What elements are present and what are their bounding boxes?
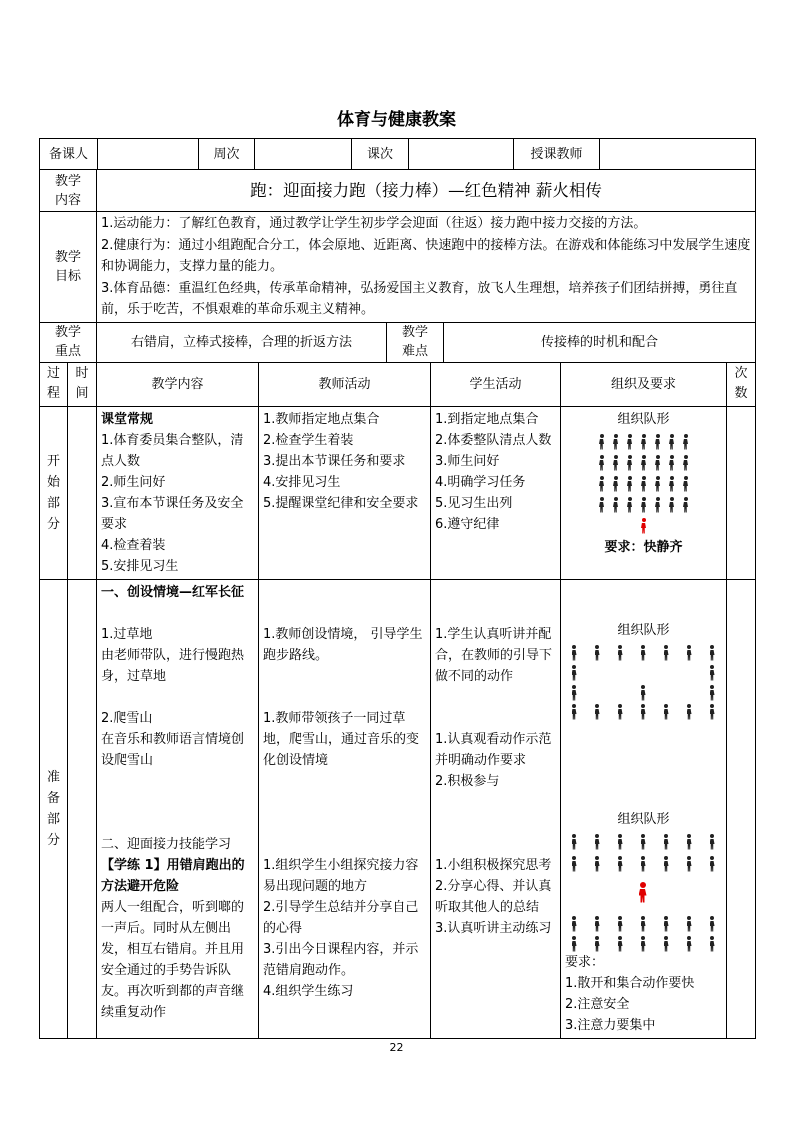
student-icon	[612, 497, 619, 514]
prep-phase-label: 准 备 部 分	[40, 579, 68, 1038]
req-label: 要求：	[565, 954, 605, 970]
student-icon	[617, 916, 624, 933]
prep-teacher: 1.教师创设情境， 引导学生跑步路线。 1.教师带领孩子一同过草地，爬雪山，通过音乐的变化创设情境 1.组织学生小组探究接力容易出现问题的地方 2.引导学生总结并分享自己的心得 3.引出今日课程内容，并示范错肩跑动作。 4.组织学生练习	[259, 579, 431, 1038]
student-icon	[686, 704, 693, 721]
start-section-row	[40, 406, 756, 579]
student-icon	[709, 645, 716, 662]
student-icon	[612, 434, 619, 451]
student-icon	[626, 455, 633, 472]
student-icon	[617, 834, 624, 851]
page-title: 体育与健康教案	[337, 110, 456, 130]
start-count	[727, 406, 756, 579]
student-icon	[640, 434, 647, 451]
student-icon	[571, 685, 578, 702]
student-icon	[668, 434, 675, 451]
student-icon	[571, 834, 578, 851]
prep-section-row	[40, 579, 756, 1038]
key-points-label: 教学 重点	[40, 322, 97, 362]
prep-time	[68, 579, 97, 1038]
header-row	[40, 139, 756, 170]
student-icon	[663, 645, 670, 662]
preparer-value	[98, 139, 199, 169]
org-title: 组织队形	[617, 411, 670, 427]
student-icon	[640, 455, 647, 472]
student-icon	[626, 497, 633, 514]
student-icon	[654, 497, 661, 514]
two-lines-formation-diagram	[571, 834, 717, 952]
student-icon	[598, 497, 605, 514]
student-icon	[709, 916, 716, 933]
teacher-label: 授课教师	[514, 139, 600, 169]
student-icon	[663, 704, 670, 721]
teacher-icon	[638, 882, 648, 904]
practice-title: 【学练 1】用错肩跑出的方法避开危险	[101, 857, 245, 894]
student-icon	[571, 665, 578, 682]
col-count: 次 数	[727, 362, 756, 406]
col-org: 组织及要求	[561, 362, 727, 406]
student-icon	[709, 685, 716, 702]
skill-title: 二、迎面接力技能学习	[101, 836, 232, 852]
teacher-icon	[640, 518, 647, 535]
student-icon	[640, 916, 647, 933]
goals-label: 教学 目标	[40, 212, 97, 323]
col-process: 过 程	[40, 362, 68, 406]
student-icon	[571, 704, 578, 721]
student-icon	[709, 856, 716, 873]
student-icon	[668, 497, 675, 514]
student-icon	[571, 936, 578, 953]
student-icon	[594, 834, 601, 851]
preparer-label: 备课人	[40, 139, 98, 169]
student-icon	[709, 704, 716, 721]
student-icon	[617, 936, 624, 953]
student-icon	[626, 476, 633, 493]
student-icon	[598, 455, 605, 472]
student-icon	[668, 455, 675, 472]
org-requirement: 要求：快静齐	[604, 539, 683, 555]
student-icon	[682, 434, 689, 451]
student-icon	[612, 455, 619, 472]
student-icon	[571, 856, 578, 873]
student-icon	[594, 936, 601, 953]
student-icon	[709, 665, 716, 682]
student-icon	[668, 476, 675, 493]
student-icon	[686, 936, 693, 953]
formation-diagram	[561, 434, 726, 535]
student-icon	[626, 434, 633, 451]
page-number: 22	[389, 1041, 404, 1054]
student-icon	[640, 476, 647, 493]
lesson-no-value	[409, 139, 514, 169]
prep-org: 组织队形 组织队形 要求： 1.散开和集合动作要快 2.注意安全 3.注意力要集中	[561, 579, 727, 1038]
goal-item: 2.健康行为：通过小组跑配合分工，体会原地、近距离、快速跑中的接棒方法。在游戏和体能练习中发展学生速度和协调能力，支撑力量的能力。	[101, 237, 751, 274]
student-icon	[640, 834, 647, 851]
student-icon	[594, 856, 601, 873]
student-icon	[617, 645, 624, 662]
column-header-row	[40, 362, 756, 406]
org-title: 组织队形	[617, 811, 670, 827]
student-icon	[686, 916, 693, 933]
student-icon	[682, 497, 689, 514]
week-value	[255, 139, 352, 169]
difficulty-value: 传接棒的时机和配合	[541, 334, 659, 350]
student-icon	[682, 455, 689, 472]
student-icon	[663, 936, 670, 953]
prep-student: 1.学生认真听讲并配合，在教师的引导下做不同的动作 1.认真观看动作示范并明确动作要求 2.积极参与 1.小组积极探究思考 2.分享心得、并认真听取其他人的总结 3.认真听讲主动练习	[431, 579, 561, 1038]
key-points-value: 右错肩，立棒式接棒，合理的折返方法	[97, 323, 387, 362]
student-icon	[640, 856, 647, 873]
scene-title: 一、创设情境—红军长征	[101, 584, 245, 600]
goal-item: 3.体育品德：重温红色经典，传承革命精神，弘扬爱国主义教育，放飞人生理想，培养孩子们团结拼搏，勇往直前，乐于吃苦，不惧艰难的革命乐观主义精神。	[101, 280, 738, 317]
square-formation-diagram	[571, 645, 717, 721]
student-icon	[654, 434, 661, 451]
student-icon	[686, 645, 693, 662]
student-icon	[640, 936, 647, 953]
week-label: 周次	[199, 139, 255, 169]
prep-content: 一、创设情境—红军长征 1.过草地 由老师带队，进行慢跑热身，过草地 2.爬雪山 在音乐和教师语言情境创设爬雪山 二、迎面接力技能学习 【学练 1】用错肩跑出的方法避开危险 两人一组配合，听到啷的一声后。同时从左侧出发，相互右错肩。并且用安全通过的手势告诉队友。再次听到都的声音继续重复动作	[97, 579, 259, 1038]
col-content: 教学内容	[97, 362, 259, 406]
student-icon	[682, 476, 689, 493]
org-title: 组织队形	[617, 622, 670, 638]
col-teacher: 教师活动	[259, 362, 431, 406]
student-icon	[686, 856, 693, 873]
student-icon	[598, 434, 605, 451]
lesson-topic: 跑：迎面接力跑（接力棒）—红色精神 薪火相传	[97, 170, 756, 212]
student-icon	[571, 916, 578, 933]
content-label: 教学 内容	[40, 170, 97, 212]
col-student: 学生活动	[431, 362, 561, 406]
student-icon	[686, 834, 693, 851]
student-icon	[654, 476, 661, 493]
start-time	[68, 406, 97, 579]
goals-list	[97, 212, 756, 323]
student-icon	[640, 645, 647, 662]
start-content: 课堂常规 1.体育委员集合整队，清点人数 2.师生问好 3.宣布本节课任务及安全要求 4.检查着装 5.安排见习生	[97, 406, 259, 579]
student-icon	[709, 834, 716, 851]
student-icon	[640, 685, 647, 702]
difficulty-label: 教学 难点	[387, 323, 444, 362]
student-icon	[654, 455, 661, 472]
student-icon	[571, 645, 578, 662]
student-icon	[594, 704, 601, 721]
routine-title: 课堂常规	[101, 411, 154, 427]
lesson-plan-table	[39, 138, 756, 1039]
student-icon	[594, 916, 601, 933]
start-student: 1.到指定地点集合 2.体委整队清点人数 3.师生问好 4.明确学习任务 5.见习生出列 6.遵守纪律	[431, 406, 561, 579]
student-icon	[663, 916, 670, 933]
student-icon	[617, 704, 624, 721]
col-time: 时 间	[68, 362, 97, 406]
goal-item: 1.运动能力：了解红色教育，通过教学让学生初步学会迎面（往返）接力跑中接力交接的方法。	[101, 216, 647, 231]
student-icon	[640, 704, 647, 721]
student-icon	[663, 834, 670, 851]
student-icon	[709, 936, 716, 953]
teacher-value	[600, 139, 756, 169]
student-icon	[612, 476, 619, 493]
lesson-no-label: 课次	[352, 139, 409, 169]
student-icon	[594, 645, 601, 662]
student-icon	[663, 856, 670, 873]
prep-count	[727, 579, 756, 1038]
student-icon	[640, 497, 647, 514]
student-icon	[598, 476, 605, 493]
start-phase-label: 开 始 部 分	[40, 406, 68, 579]
start-org	[561, 406, 727, 579]
student-icon	[617, 856, 624, 873]
start-teacher: 1.教师指定地点集合 2.检查学生着装 3.提出本节课任务和要求 4.安排见习生 5.提醒课堂纪律和安全要求	[259, 406, 431, 579]
